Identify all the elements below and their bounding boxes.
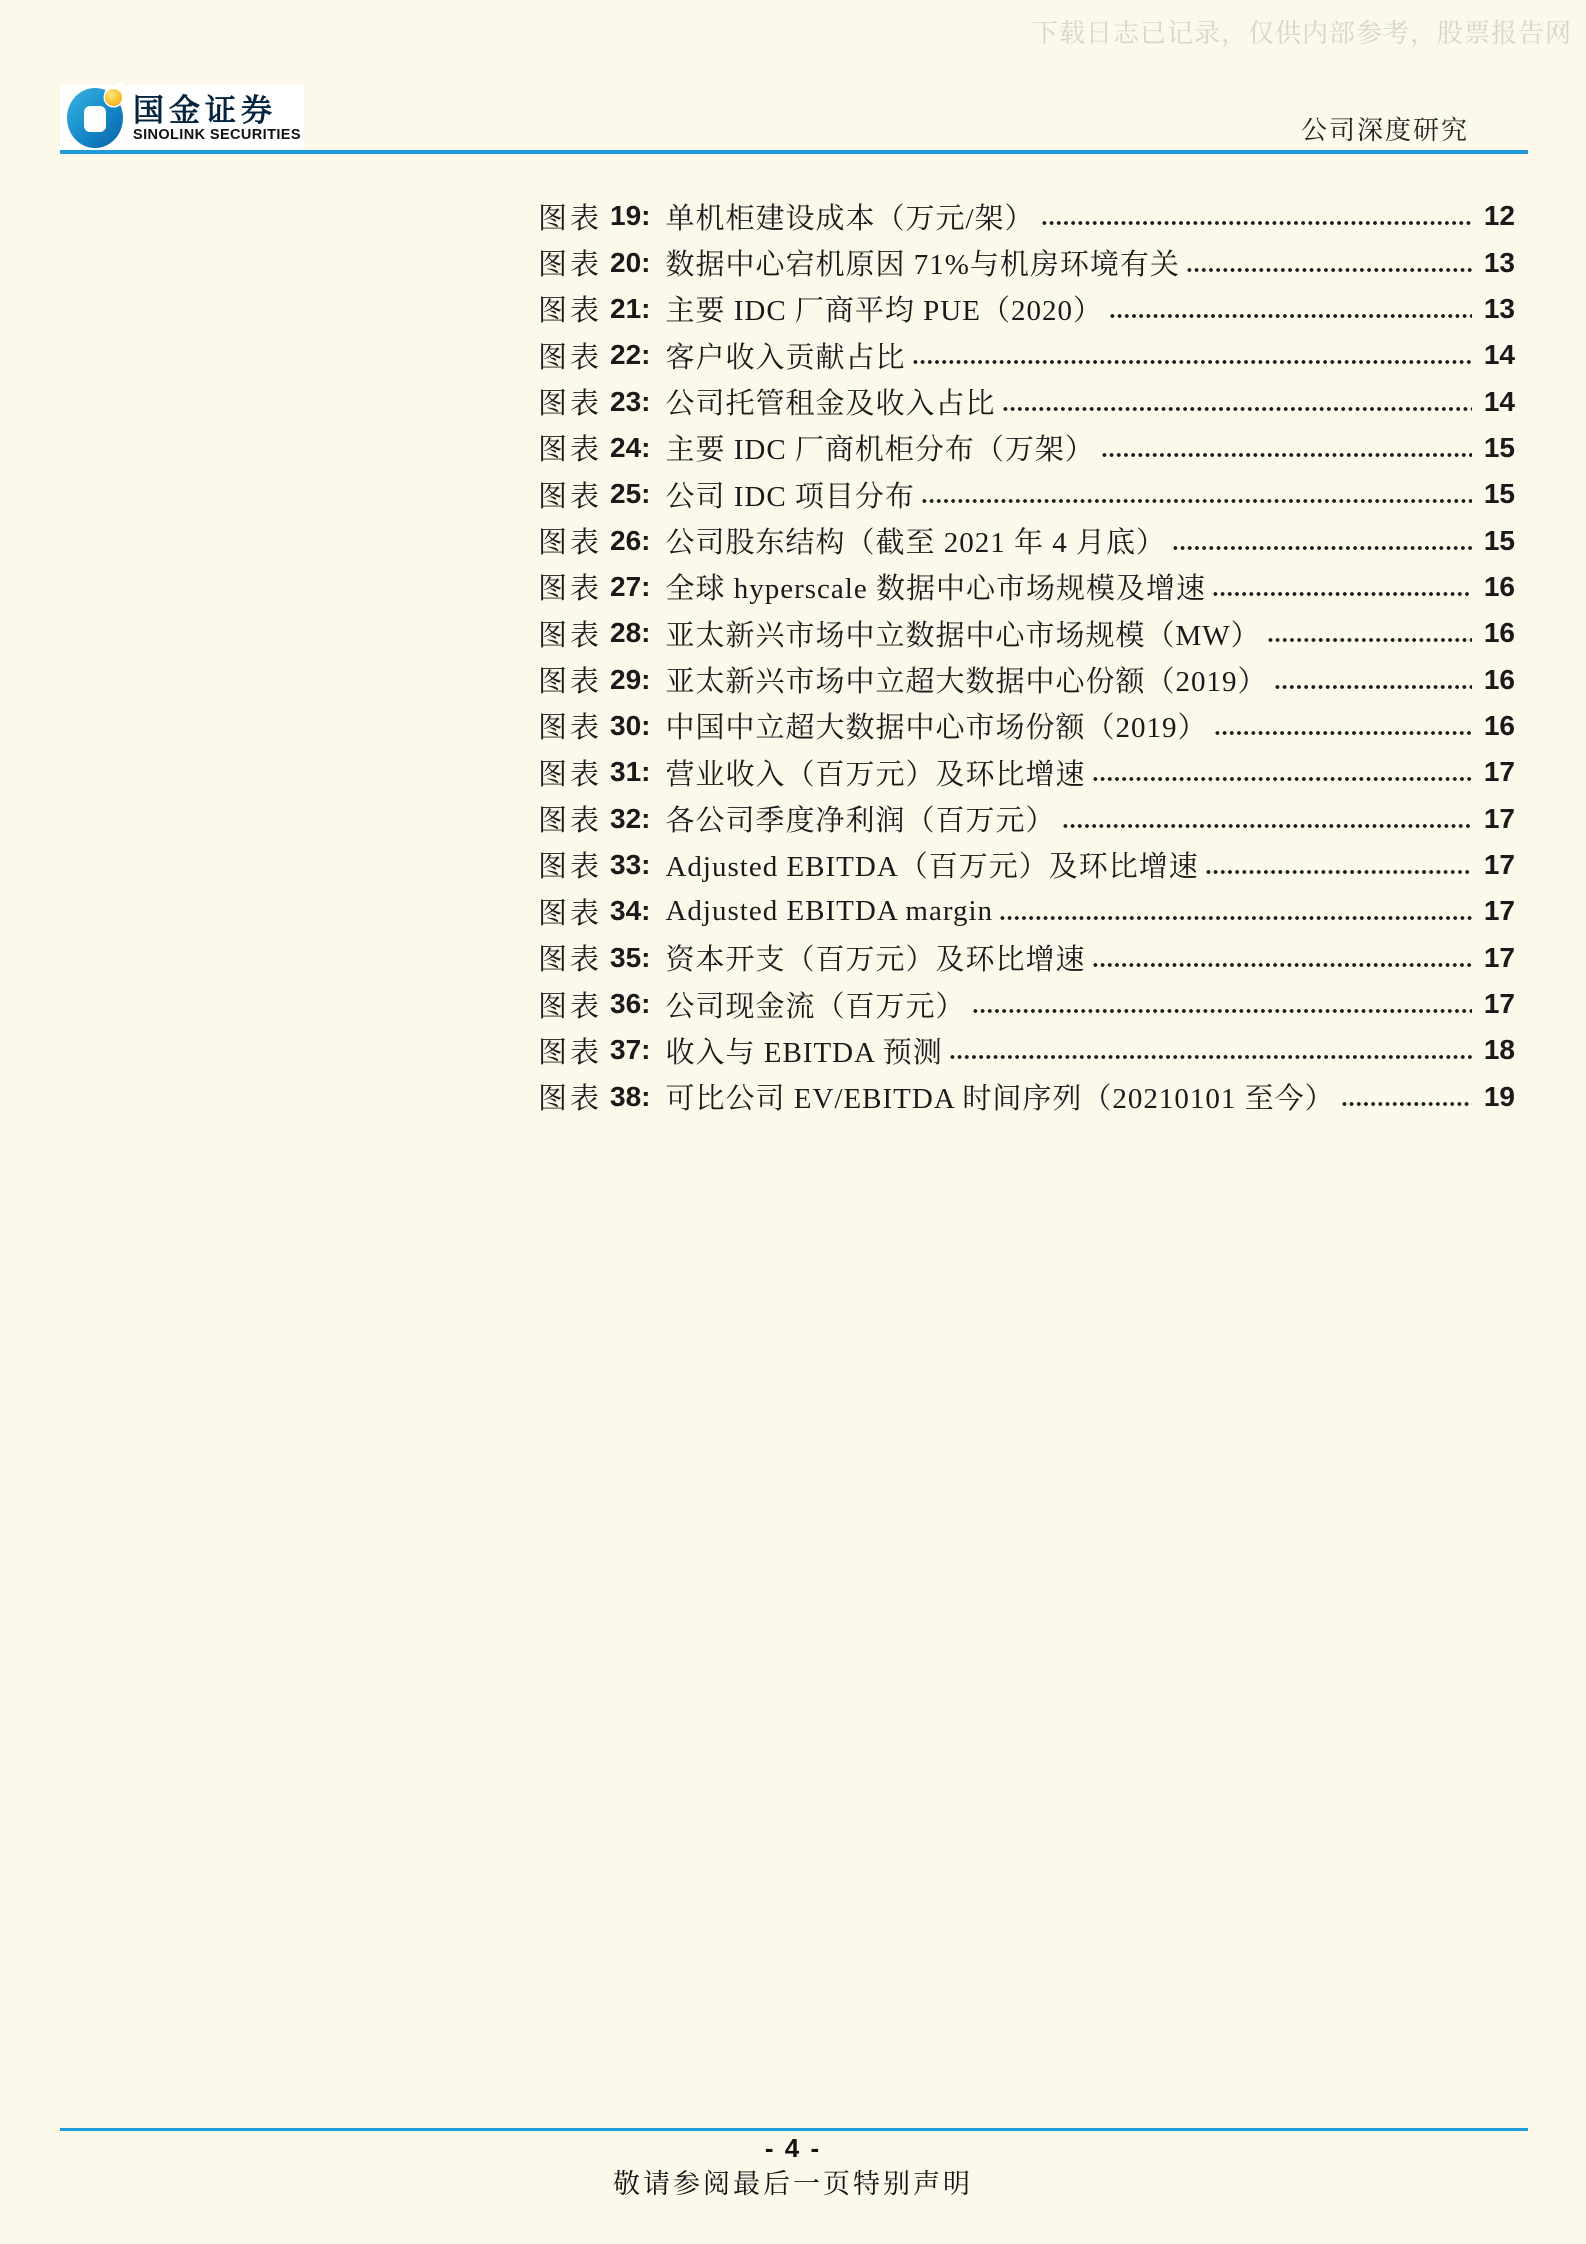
toc-entry-title: 公司现金流（百万元） (665, 990, 966, 1023)
toc-leader-dots (1093, 775, 1473, 783)
toc-page-number: 17 (1483, 895, 1515, 927)
toc-entry-number: 38: (610, 1080, 651, 1112)
toc-entry-number: 23: (610, 385, 651, 417)
toc-page-number: 12 (1483, 200, 1515, 232)
toc-page-number: 16 (1483, 617, 1515, 649)
logo-orange-ball (105, 89, 122, 106)
toc-page-number: 16 (1483, 570, 1515, 602)
toc-leader-dots (1268, 636, 1472, 644)
toc-entry-title: 亚太新兴市场中立超大数据中心份额（2019） (665, 666, 1268, 699)
toc-page-number: 17 (1483, 848, 1515, 880)
toc-entry[interactable] (538, 332, 1515, 378)
toc-page-number: 14 (1483, 385, 1515, 417)
toc-entry-figure-label: 图表 (538, 851, 603, 884)
toc-entry-title: 客户收入贡献占比 (665, 341, 906, 374)
toc-page-number: 17 (1483, 756, 1515, 788)
toc-leader-dots (1063, 822, 1473, 830)
watermark-text: 下载日志已记录，仅供内部参考，股票报告网 (1031, 18, 1572, 48)
sinolink-logo-icon (67, 88, 123, 148)
toc-entry-number: 20: (610, 246, 651, 278)
toc-entry-figure-label: 图表 (538, 1083, 603, 1116)
toc-page-number: 15 (1483, 431, 1515, 463)
toc-entry-figure-label: 图表 (538, 990, 603, 1023)
brand-text (133, 94, 301, 143)
toc-entry-number: 19: (610, 200, 651, 232)
toc-entry-number: 22: (610, 339, 651, 371)
toc-entry[interactable] (538, 1027, 1515, 1073)
toc-entry-number: 25: (610, 478, 651, 510)
toc-leader-dots (1003, 405, 1473, 413)
toc-entry[interactable] (538, 842, 1515, 888)
toc-page-number: 17 (1483, 802, 1515, 834)
toc-entry-number: 37: (610, 1034, 651, 1066)
toc-entry-title: Adjusted EBITDA（百万元）及环比增速 (665, 851, 1199, 884)
toc-entry-figure-label: 图表 (538, 805, 603, 838)
toc-entry[interactable] (538, 795, 1515, 841)
toc-entry-figure-label: 图表 (538, 758, 603, 791)
toc-entry-figure-label: 图表 (538, 388, 603, 421)
toc-entry[interactable] (538, 517, 1515, 563)
footer-page-number: - 4 - (764, 2133, 822, 2163)
toc-entry[interactable] (538, 378, 1515, 424)
toc-entry-figure-label: 图表 (538, 249, 603, 282)
toc-leader-dots (1187, 266, 1472, 274)
toc-entry-title: 亚太新兴市场中立数据中心市场规模（MW） (665, 619, 1261, 652)
sinolink-logo (60, 85, 304, 151)
toc-entry[interactable] (538, 425, 1515, 471)
toc-entry-figure-label: 图表 (538, 897, 603, 930)
toc-leader-dots (913, 358, 1473, 366)
toc-entry-title: 营业收入（百万元）及环比增速 (665, 758, 1086, 791)
toc-entry-figure-label: 图表 (538, 434, 603, 467)
toc-entry-number: 33: (610, 848, 651, 880)
toc-entry-figure-label: 图表 (538, 1036, 603, 1069)
toc-leader-dots (1093, 961, 1473, 969)
toc-entry-title: 主要 IDC 厂商机柜分布（万架） (665, 434, 1095, 467)
toc-leader-dots (1342, 1100, 1472, 1108)
toc-page-number: 16 (1483, 663, 1515, 695)
toc-leader-dots (1206, 868, 1472, 876)
report-type-label: 公司深度研究 (1300, 116, 1469, 145)
toc-entry-number: 30: (610, 709, 651, 741)
toc-entry[interactable] (538, 471, 1515, 517)
footer-disclaimer: 敬请参阅最后一页特别声明 (613, 2169, 973, 2199)
toc-entry-figure-label: 图表 (538, 666, 603, 699)
toc-entry[interactable] (538, 656, 1515, 702)
toc-page-number: 13 (1483, 292, 1515, 324)
toc-entry-figure-label: 图表 (538, 480, 603, 513)
toc-leader-dots (1102, 451, 1472, 459)
brand-name-chinese: 国金证券 (133, 92, 277, 128)
toc-page-number: 15 (1483, 478, 1515, 510)
toc-entry-figure-label: 图表 (538, 527, 603, 560)
toc-entry-number: 27: (610, 570, 651, 602)
toc-page-number: 14 (1483, 339, 1515, 371)
toc-entry-figure-label: 图表 (538, 202, 603, 235)
toc-page-number: 17 (1483, 941, 1515, 973)
toc-leader-dots (1110, 312, 1472, 320)
toc-page-number: 17 (1483, 988, 1515, 1020)
toc-entry-title: 主要 IDC 厂商平均 PUE（2020） (665, 295, 1103, 328)
toc-entry-title: 收入与 EBITDA 预测 (665, 1036, 943, 1069)
header-divider-rule (60, 150, 1528, 154)
toc-entry-title: 资本开支（百万元）及环比增速 (665, 944, 1086, 977)
toc-leader-dots (1042, 219, 1472, 227)
toc-entry-title: Adjusted EBITDA margin (665, 894, 994, 927)
logo-hole-shape (84, 106, 106, 132)
toc-page-number: 13 (1483, 246, 1515, 278)
toc-entry[interactable] (538, 564, 1515, 610)
toc-page-number: 18 (1483, 1034, 1515, 1066)
toc-entry-number: 28: (610, 617, 651, 649)
toc-leader-dots (1213, 590, 1472, 598)
toc-page-number: 19 (1483, 1080, 1515, 1112)
toc-list (538, 193, 1515, 1120)
toc-entry[interactable] (538, 703, 1515, 749)
toc-entry-number: 29: (610, 663, 651, 695)
toc-page-number: 15 (1483, 524, 1515, 556)
toc-entry-number: 31: (610, 756, 651, 788)
toc-entry[interactable] (538, 935, 1515, 981)
toc-entry[interactable] (538, 239, 1515, 285)
toc-entry-number: 34: (610, 895, 651, 927)
toc-entry[interactable] (538, 610, 1515, 656)
toc-leader-dots (1215, 729, 1473, 737)
toc-entry-figure-label: 图表 (538, 944, 603, 977)
toc-entry[interactable] (538, 749, 1515, 795)
toc-entry-title: 中国中立超大数据中心市场份额（2019） (665, 712, 1208, 745)
toc-entry-title: 数据中心宕机原因 71%与机房环境有关 (665, 249, 1180, 282)
toc-leader-dots (1275, 683, 1473, 691)
toc-entry[interactable] (538, 1074, 1515, 1120)
toc-entry[interactable] (538, 981, 1515, 1027)
toc-entry-number: 21: (610, 292, 651, 324)
toc-entry-title: 全球 hyperscale 数据中心市场规模及增速 (665, 573, 1206, 606)
toc-entry[interactable] (538, 193, 1515, 239)
toc-entry-title: 公司 IDC 项目分布 (665, 480, 915, 513)
toc-entry-figure-label: 图表 (538, 295, 603, 328)
toc-entry-title: 单机柜建设成本（万元/架） (665, 202, 1035, 235)
toc-leader-dots (950, 1053, 1472, 1061)
toc-entry-figure-label: 图表 (538, 619, 603, 652)
toc-entry[interactable] (538, 888, 1515, 934)
toc-entry-figure-label: 图表 (538, 341, 603, 374)
toc-entry-number: 35: (610, 941, 651, 973)
toc-entry-figure-label: 图表 (538, 712, 603, 745)
toc-entry-number: 32: (610, 802, 651, 834)
toc-entry-title: 可比公司 EV/EBITDA 时间序列（20210101 至今） (665, 1083, 1335, 1116)
toc-entry-title: 公司股东结构（截至 2021 年 4 月底） (665, 527, 1166, 560)
toc-leader-dots (1173, 544, 1472, 552)
toc-entry[interactable] (538, 286, 1515, 332)
toc-entry-number: 24: (610, 431, 651, 463)
toc-leader-dots (973, 1007, 1473, 1015)
brand-name-english: SINOLINK SECURITIES (133, 126, 301, 143)
footer-divider-rule (60, 2128, 1528, 2131)
toc-entry-figure-label: 图表 (538, 573, 603, 606)
toc-entry-number: 26: (610, 524, 651, 556)
toc-entry-number: 36: (610, 988, 651, 1020)
toc-entry-title: 公司托管租金及收入占比 (665, 388, 996, 421)
toc-page-number: 16 (1483, 709, 1515, 741)
toc-leader-dots (1000, 914, 1472, 922)
toc-entry-title: 各公司季度净利润（百万元） (665, 805, 1056, 838)
toc-leader-dots (922, 497, 1472, 505)
